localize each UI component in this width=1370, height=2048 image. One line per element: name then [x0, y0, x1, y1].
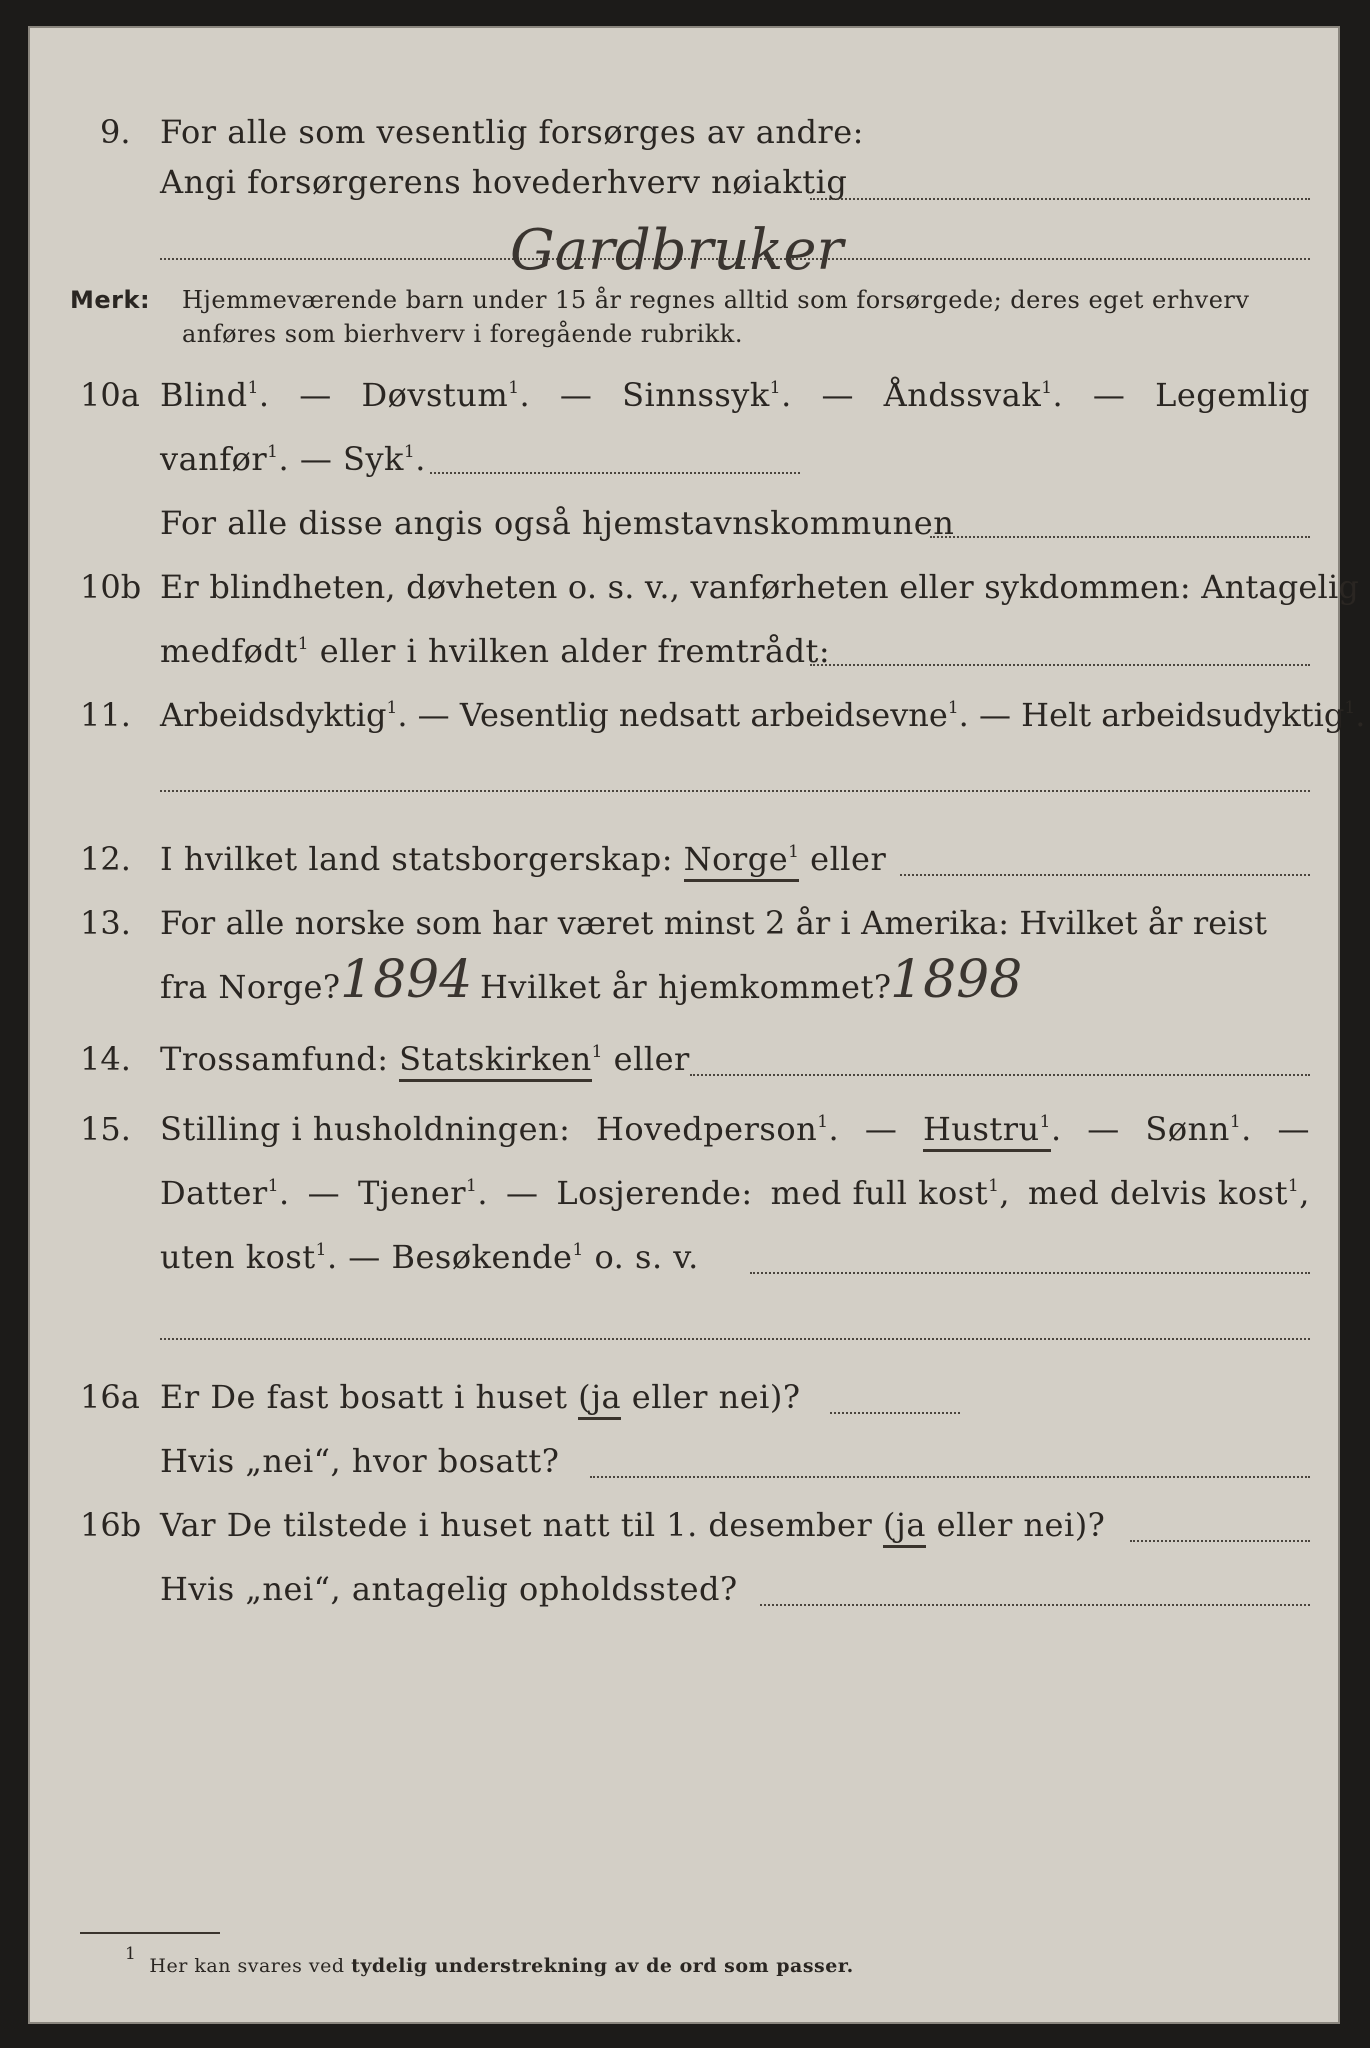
q16a-number: 16a	[80, 1378, 140, 1416]
q15-line1: Stilling i husholdningen: Hovedperson$^1$. — Hustru$^1$. — Sønn$^1$. —	[160, 1110, 1310, 1148]
q13-number: 13.	[80, 904, 131, 942]
q10a-dash1: —	[299, 376, 332, 414]
q10a-dash4: —	[1092, 376, 1126, 414]
q14-number: 14.	[80, 1040, 131, 1078]
q16a-line1: Er De fast bosatt i huset (ja eller nei)?	[160, 1378, 801, 1416]
q13-handwritten-reist: 1894	[340, 950, 473, 1010]
census-form-page	[28, 26, 1366, 2024]
q16a-line2: Hvis „nei“, hvor bosatt?	[160, 1442, 560, 1480]
q15-dotted-line	[750, 1272, 1310, 1274]
q11-number: 11.	[80, 696, 131, 734]
q14-statskirken-underlined: Statskirken	[399, 1040, 592, 1082]
q16b-number: 16b	[80, 1506, 142, 1544]
q9-dotted-line	[810, 198, 1310, 200]
q15-line3: uten kost$^1$. — Besøkende$^1$ o. s. v.	[160, 1238, 699, 1276]
q10a-andssvak: Åndssvak$^1$.	[883, 376, 1064, 414]
q10b-number: 10b	[80, 568, 142, 606]
q10a-dotted-line	[430, 472, 800, 474]
q13-handwritten-hjemkommet: 1898	[890, 950, 1023, 1010]
q10a-line2: vanfør$^1$. — Syk$^1$.	[160, 440, 426, 478]
q16b-line2: Hvis „nei“, antagelig opholdssted?	[160, 1570, 738, 1608]
q10b-dotted-line	[810, 664, 1310, 666]
q15-number: 15.	[80, 1110, 131, 1148]
footnote-rule	[80, 1932, 220, 1934]
q10a-dash2: —	[559, 376, 593, 414]
q9-line1: For alle som vesentlig forsørges av andre:	[160, 113, 864, 151]
q11-dotted-line	[160, 790, 1310, 792]
q9-line2: Angi forsørgerens hovederhverv nøiaktig	[160, 163, 848, 201]
q15-hustru-underlined: Hustru$^1$	[923, 1110, 1051, 1152]
q12-number: 12.	[80, 840, 131, 878]
q16b-dotted-line	[1130, 1540, 1310, 1542]
q10a-line1	[160, 376, 1310, 414]
q13-line2b: Hvilket år hjemkommet?	[480, 968, 892, 1006]
merk-line2: anføres som bierhverv i foregående rubrikk.	[182, 320, 743, 348]
q10a-dovstum: Døvstum$^1$.	[361, 376, 531, 414]
q10a-blind: Blind$^1$.	[160, 376, 270, 414]
q11-line1: Arbeidsdyktig$^1$. — Vesentlig nedsatt arbeidsevne$^1$. — Helt arbeidsudyktig$^1$.	[160, 696, 1366, 734]
q15-extra-dotted-line	[160, 1338, 1310, 1340]
q10a-line3: For alle disse angis også hjemstavnskommunen	[160, 504, 955, 542]
merk-label: Merk:	[70, 286, 151, 314]
q10a-hjemstavn-dotted-line	[930, 536, 1310, 538]
q10b-line2: medfødt$^1$ eller i hvilken alder fremtrådt:	[160, 632, 831, 670]
q16b-ja-underlined: (ja	[883, 1506, 926, 1548]
footnote: 1 Her kan svares ved tydelig understrekning av de ord som passer.	[125, 1944, 854, 1977]
q16b-line1: Var De tilstede i huset natt til 1. desember (ja eller nei)?	[160, 1506, 1105, 1544]
q10a-sinnssyk: Sinnssyk$^1$.	[622, 376, 792, 414]
q16a-bosatt-dotted-line	[590, 1476, 1310, 1478]
q13-line2a: fra Norge?	[160, 968, 341, 1006]
q12-dotted-line	[900, 874, 1310, 876]
merk-line1: Hjemmeværende barn under 15 år regnes alltid som forsørgede; deres eget erhverv	[182, 286, 1250, 314]
q12-norge-underlined: Norge$^1$	[684, 840, 800, 882]
q10a-legemlig: Legemlig	[1155, 376, 1310, 414]
q9-number: 9.	[100, 113, 131, 151]
q12-line: I hvilket land statsborgerskap: Norge$^1$ eller	[160, 840, 886, 878]
q10a-number: 10a	[80, 376, 140, 414]
q15-line2: Datter$^1$. — Tjener$^1$. — Losjerende: med full kost$^1$, med delvis kost$^1$,	[160, 1174, 1310, 1212]
q16b-opholdssted-dotted-line	[760, 1604, 1310, 1606]
q14-dotted-line	[690, 1074, 1310, 1076]
q14-line: Trossamfund: Statskirken$^1$ eller	[160, 1040, 690, 1078]
q10a-dash3: —	[821, 376, 854, 414]
q16a-dotted-line	[830, 1412, 960, 1414]
q16a-ja-underlined: (ja	[578, 1378, 621, 1420]
q9-handwritten-answer: Gardbruker	[510, 218, 844, 283]
q10b-line1: Er blindheten, døvheten o. s. v., vanførheten eller sykdommen: Antagelig	[160, 568, 1360, 606]
q13-line1: For alle norske som har været minst 2 år i Amerika: Hvilket år reist	[160, 904, 1268, 942]
